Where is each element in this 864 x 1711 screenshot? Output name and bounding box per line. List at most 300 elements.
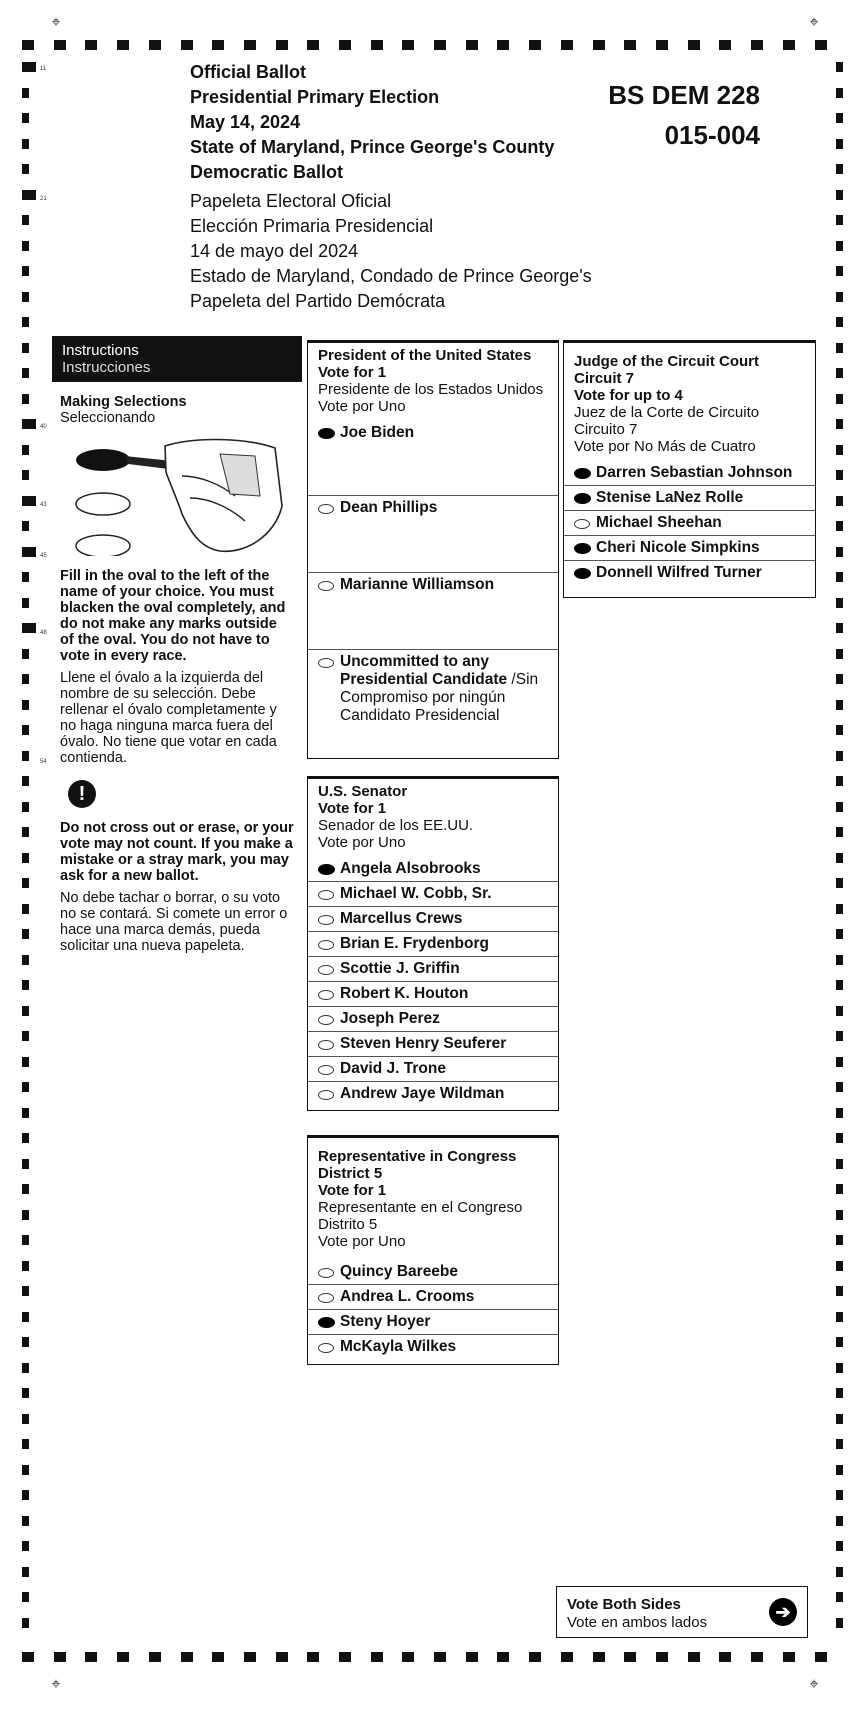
vote-for: Vote for 1 <box>318 800 387 817</box>
timing-mark <box>836 1031 843 1041</box>
candidate-name: Stenise LaNez Rolle <box>596 489 744 506</box>
timing-mark <box>22 649 29 659</box>
timing-mark <box>836 827 843 837</box>
candidate-option[interactable] <box>308 956 558 981</box>
making-selections-heading: Making Selections <box>60 394 187 410</box>
contest-congress <box>307 1135 559 1365</box>
timing-mark <box>836 1541 843 1551</box>
timing-mark <box>117 1652 129 1662</box>
candidate-name: Darren Sebastian Johnson <box>596 464 793 481</box>
candidate-option[interactable] <box>308 495 558 572</box>
timing-mark <box>836 1159 843 1169</box>
vote-for-es: Vote por Uno <box>318 398 406 415</box>
candidate-name: Scottie J. Griffin <box>340 960 460 977</box>
timing-mark <box>22 343 29 353</box>
candidate-name-es: /Sin Compromiso por ningún Candidato Presidencial <box>340 671 539 724</box>
candidate-option[interactable] <box>564 461 815 485</box>
timing-mark <box>836 1490 843 1500</box>
timing-mark <box>656 1652 668 1662</box>
timing-mark <box>836 1516 843 1526</box>
timing-mark <box>836 62 843 72</box>
timing-mark <box>815 40 827 50</box>
vote-for-es: Vote por Uno <box>318 1233 406 1250</box>
timing-mark <box>22 470 29 480</box>
candidate-option[interactable] <box>564 535 815 560</box>
instructions-header <box>52 336 302 382</box>
selection-oval[interactable] <box>318 1343 334 1353</box>
line-number: 40 <box>40 424 47 430</box>
timing-mark <box>751 1652 763 1662</box>
timing-mark <box>836 929 843 939</box>
crosshair-icon: ⌖ <box>51 12 61 31</box>
timing-mark <box>22 496 36 506</box>
selection-oval[interactable] <box>318 1268 334 1278</box>
precinct-code: 015-004 <box>664 120 760 150</box>
contest-title: Judge of the Circuit Court Circuit 7 <box>574 353 759 387</box>
timing-mark <box>22 1235 29 1245</box>
timing-mark <box>836 1210 843 1220</box>
selection-oval[interactable] <box>318 965 334 975</box>
timing-mark <box>54 40 66 50</box>
candidate-name: Joe Biden <box>340 424 415 441</box>
candidate-option[interactable] <box>308 931 558 956</box>
contest-title-es: Representante en el Congreso Distrito 5 <box>318 1199 523 1233</box>
timing-mark <box>836 955 843 965</box>
timing-mark <box>624 1652 636 1662</box>
header-line: Official Ballot <box>190 62 307 82</box>
candidate-name: Marcellus Crews <box>340 910 463 927</box>
timing-mark <box>22 292 29 302</box>
crosshair-icon: ⌖ <box>809 1674 819 1693</box>
selection-oval[interactable] <box>318 1065 334 1075</box>
timing-mark <box>22 1337 29 1347</box>
selection-oval[interactable] <box>318 890 334 900</box>
timing-mark <box>22 1652 34 1662</box>
timing-mark <box>836 1465 843 1475</box>
timing-mark <box>719 1652 731 1662</box>
vote-both-sides-label: Vote Both Sides <box>567 1596 681 1613</box>
timing-mark <box>117 40 129 50</box>
timing-mark <box>836 1235 843 1245</box>
timing-mark <box>836 266 843 276</box>
timing-mark <box>836 317 843 327</box>
candidate-name: Michael W. Cobb, Sr. <box>340 885 492 902</box>
timing-mark <box>22 1312 29 1322</box>
timing-mark <box>529 40 541 50</box>
candidate-option[interactable] <box>308 881 558 906</box>
instructions-title-es: Instrucciones <box>62 359 151 376</box>
timing-mark <box>22 241 29 251</box>
candidate-option[interactable] <box>308 572 558 649</box>
selection-oval[interactable] <box>318 1015 334 1025</box>
candidate-option[interactable] <box>308 421 558 495</box>
candidate-name: Donnell Wilfred Turner <box>596 564 762 581</box>
timing-mark <box>212 1652 224 1662</box>
timing-mark <box>22 164 29 174</box>
candidate-name: Angela Alsobrooks <box>340 860 481 877</box>
candidate-name: Joseph Perez <box>340 1010 440 1027</box>
candidate-name: Cheri Nicole Simpkins <box>596 539 760 556</box>
timing-mark <box>22 215 29 225</box>
timing-mark <box>836 878 843 888</box>
timing-mark <box>836 853 843 863</box>
timing-mark <box>836 1082 843 1092</box>
timing-mark <box>22 1159 29 1169</box>
timing-mark <box>466 40 478 50</box>
candidate-option[interactable] <box>308 1006 558 1031</box>
timing-mark <box>836 368 843 378</box>
selection-oval[interactable] <box>574 568 591 579</box>
timing-mark <box>402 40 414 50</box>
vote-both-sides-label-es: Vote en ambos lados <box>567 1614 708 1631</box>
timing-mark <box>22 802 29 812</box>
timing-mark <box>434 40 446 50</box>
timing-mark <box>276 1652 288 1662</box>
timing-mark <box>22 88 29 98</box>
timing-mark <box>22 827 29 837</box>
timing-mark <box>836 241 843 251</box>
selection-oval[interactable] <box>318 658 334 668</box>
timing-mark <box>688 1652 700 1662</box>
selection-oval[interactable] <box>318 1293 334 1303</box>
header-line: Elección Primaria Presidencial <box>190 216 434 236</box>
timing-mark <box>836 496 843 506</box>
timing-mark <box>22 113 29 123</box>
timing-mark <box>836 700 843 710</box>
timing-mark <box>836 113 843 123</box>
candidate-name: Andrea L. Crooms <box>340 1288 475 1305</box>
timing-mark <box>22 1108 29 1118</box>
timing-mark <box>54 1652 66 1662</box>
timing-mark <box>783 40 795 50</box>
candidate-option[interactable] <box>308 1309 558 1334</box>
timing-mark <box>22 1388 29 1398</box>
timing-mark <box>836 1006 843 1016</box>
timing-mark <box>22 1286 29 1296</box>
instructions-title: Instructions <box>62 342 139 359</box>
timing-mark <box>22 776 29 786</box>
timing-mark <box>593 40 605 50</box>
line-number: 45 <box>40 553 47 559</box>
timing-mark <box>656 40 668 50</box>
timing-mark <box>22 190 36 200</box>
timing-mark <box>339 1652 351 1662</box>
line-number: 21 <box>40 196 47 202</box>
timing-mark <box>815 1652 827 1662</box>
timing-mark <box>22 598 29 608</box>
timing-mark <box>836 904 843 914</box>
timing-mark <box>85 1652 97 1662</box>
header-line: State of Maryland, Prince George's County <box>190 137 555 157</box>
selection-oval[interactable] <box>318 990 334 1000</box>
timing-mark <box>22 1465 29 1475</box>
header-line: 14 de mayo del 2024 <box>190 241 359 261</box>
timing-mark <box>836 419 843 429</box>
timing-mark <box>181 40 193 50</box>
vote-for: Vote for up to 4 <box>574 387 683 404</box>
timing-mark <box>497 40 509 50</box>
selection-oval[interactable] <box>318 428 335 439</box>
timing-mark <box>836 776 843 786</box>
timing-mark <box>244 40 256 50</box>
selection-oval[interactable] <box>318 1040 334 1050</box>
timing-mark <box>836 1108 843 1118</box>
fill-instructions-es: Llene el óvalo a la izquierda del nombre de su selección. Debe rellenar el óvalo completamente y no haga ninguna marca fuera del óvalo. No tiene que votar en cada contienda. <box>60 670 277 766</box>
contest-title: U.S. Senator <box>318 783 408 800</box>
contest-title: Representative in Congress District 5 <box>318 1148 517 1182</box>
timing-mark <box>561 40 573 50</box>
contest-title-es: Presidente de los Estados Unidos <box>318 381 544 398</box>
vote-for-es: Vote por Uno <box>318 834 406 851</box>
candidate-name: McKayla Wilkes <box>340 1338 457 1355</box>
arrow-right-icon: ➔ <box>769 1598 797 1626</box>
timing-mark <box>836 674 843 684</box>
timing-mark <box>836 1618 843 1628</box>
timing-mark <box>22 1133 29 1143</box>
timing-mark <box>529 1652 541 1662</box>
timing-mark <box>688 40 700 50</box>
timing-mark <box>22 674 29 684</box>
timing-mark <box>836 445 843 455</box>
timing-mark <box>836 1337 843 1347</box>
timing-mark <box>751 40 763 50</box>
timing-mark <box>22 547 36 557</box>
timing-mark <box>22 1057 29 1067</box>
timing-mark <box>836 1439 843 1449</box>
timing-mark <box>836 980 843 990</box>
timing-mark <box>22 725 29 735</box>
timing-mark <box>836 394 843 404</box>
timing-mark <box>836 88 843 98</box>
selection-oval[interactable] <box>318 1317 335 1328</box>
timing-mark <box>22 1414 29 1424</box>
timing-mark <box>22 1184 29 1194</box>
timing-mark <box>22 572 29 582</box>
timing-mark <box>22 419 36 429</box>
timing-mark <box>307 1652 319 1662</box>
timing-mark <box>22 623 36 633</box>
timing-mark <box>22 1210 29 1220</box>
candidate-option[interactable] <box>308 1031 558 1056</box>
timing-mark <box>836 572 843 582</box>
timing-mark <box>836 802 843 812</box>
candidate-name: Brian E. Frydenborg <box>340 935 489 952</box>
timing-mark <box>22 1567 29 1577</box>
timing-mark <box>836 521 843 531</box>
timing-mark <box>836 1388 843 1398</box>
timing-mark <box>466 1652 478 1662</box>
candidate-option[interactable] <box>308 857 558 881</box>
timing-mark <box>836 343 843 353</box>
candidate-option[interactable] <box>308 1284 558 1309</box>
warning-text-es: No debe tachar o borrar, o su voto no se contará. Si comete un error o hace una marca demás, pueda solicitar una nueva papeleta. <box>60 890 288 954</box>
fill-oval-illustration <box>70 436 290 556</box>
timing-mark <box>836 292 843 302</box>
candidate-name: David J. Trone <box>340 1060 446 1077</box>
ballot-header-spanish <box>190 189 592 314</box>
timing-mark <box>212 40 224 50</box>
crosshair-icon: ⌖ <box>809 12 819 31</box>
contest-title: President of the United States <box>318 347 532 364</box>
timing-mark <box>783 1652 795 1662</box>
timing-mark <box>307 40 319 50</box>
vote-for: Vote for 1 <box>318 364 387 381</box>
timing-mark <box>836 725 843 735</box>
timing-mark <box>836 1592 843 1602</box>
timing-mark <box>836 1133 843 1143</box>
candidate-option[interactable] <box>308 1334 558 1359</box>
candidate-option[interactable] <box>308 1081 558 1106</box>
timing-mark <box>22 445 29 455</box>
selection-oval[interactable] <box>318 864 335 875</box>
timing-mark <box>836 649 843 659</box>
timing-mark <box>836 1567 843 1577</box>
crosshair-icon: ⌖ <box>51 1674 61 1693</box>
timing-mark <box>434 1652 446 1662</box>
timing-mark <box>402 1652 414 1662</box>
timing-mark <box>22 980 29 990</box>
timing-mark <box>22 1006 29 1016</box>
timing-mark <box>22 1541 29 1551</box>
timing-mark <box>624 40 636 50</box>
warning-text: Do not cross out or erase, or your vote may not count. If you make a mistake or a stray mark, you may ask for a new ballot. <box>60 820 294 884</box>
warning-icon: ! <box>68 780 96 808</box>
candidate-option[interactable] <box>564 510 815 535</box>
candidate-option[interactable] <box>564 485 815 510</box>
contest-title-es: Juez de la Corte de Circuito Circuito 7 <box>574 404 760 438</box>
line-number: 54 <box>40 759 47 765</box>
selection-oval[interactable] <box>574 468 591 479</box>
vote-for: Vote for 1 <box>318 1182 387 1199</box>
timing-mark <box>339 40 351 50</box>
timing-mark <box>22 368 29 378</box>
timing-mark <box>836 190 843 200</box>
selection-oval[interactable] <box>574 493 591 504</box>
ballot-style-code: BS DEM 228 <box>608 80 760 110</box>
header-line: Presidential Primary Election <box>190 87 440 107</box>
contest-president <box>307 340 559 759</box>
timing-mark <box>22 853 29 863</box>
timing-mark <box>836 623 843 633</box>
timing-mark <box>181 1652 193 1662</box>
contest-judge <box>563 340 816 598</box>
timing-mark <box>836 1057 843 1067</box>
fill-instructions: Fill in the oval to the left of the name of your choice. You must blacken the oval completely, and do not make any marks outside of the oval. You do not have to vote in every race. <box>60 568 286 664</box>
timing-mark <box>836 164 843 174</box>
timing-mark <box>22 1516 29 1526</box>
timing-mark <box>22 266 29 276</box>
timing-mark <box>22 521 29 531</box>
timing-mark <box>836 1363 843 1373</box>
contest-senator <box>307 776 559 1111</box>
timing-mark <box>22 40 34 50</box>
timing-mark <box>719 40 731 50</box>
timing-mark <box>22 1592 29 1602</box>
timing-mark <box>22 929 29 939</box>
timing-mark <box>22 139 29 149</box>
timing-mark <box>836 1184 843 1194</box>
candidate-name: Dean Phillips <box>340 499 438 516</box>
timing-mark <box>244 1652 256 1662</box>
timing-mark <box>22 1439 29 1449</box>
timing-mark <box>22 1261 29 1271</box>
candidate-option[interactable] <box>308 906 558 931</box>
header-line: Democratic Ballot <box>190 162 344 182</box>
selection-oval[interactable] <box>318 940 334 950</box>
line-number: 11 <box>40 66 47 72</box>
timing-mark <box>22 1490 29 1500</box>
timing-mark <box>836 1286 843 1296</box>
candidate-name: Quincy Bareebe <box>340 1263 459 1280</box>
vote-both-sides-box <box>556 1586 808 1638</box>
timing-mark <box>836 1312 843 1322</box>
header-line: Papeleta del Partido Demócrata <box>190 291 446 311</box>
timing-mark <box>836 547 843 557</box>
timing-mark <box>85 40 97 50</box>
timing-mark <box>22 394 29 404</box>
timing-mark <box>836 751 843 761</box>
candidate-option[interactable] <box>564 560 815 585</box>
timing-mark <box>836 470 843 480</box>
timing-mark <box>22 700 29 710</box>
ballot-header-english <box>190 60 554 185</box>
timing-mark <box>836 1261 843 1271</box>
timing-mark <box>836 598 843 608</box>
candidate-name: Robert K. Houton <box>340 985 469 1002</box>
instructions-panel <box>52 336 302 954</box>
timing-mark <box>22 955 29 965</box>
candidate-option[interactable] <box>308 981 558 1006</box>
line-number: 48 <box>40 630 47 636</box>
timing-mark <box>22 1618 29 1628</box>
timing-mark <box>149 1652 161 1662</box>
timing-mark <box>836 139 843 149</box>
timing-mark <box>22 1031 29 1041</box>
candidate-option[interactable] <box>308 649 558 726</box>
candidate-option[interactable] <box>308 1260 558 1284</box>
ballot-style-id <box>585 75 760 155</box>
timing-mark <box>22 751 29 761</box>
candidate-name: Uncommitted to any Presidential Candidate <box>340 653 508 688</box>
vote-for-es: Vote por No Más de Cuatro <box>574 438 756 455</box>
header-line: May 14, 2024 <box>190 112 301 132</box>
timing-mark <box>561 1652 573 1662</box>
selection-oval[interactable] <box>318 915 334 925</box>
timing-mark <box>371 40 383 50</box>
selection-oval[interactable] <box>574 543 591 554</box>
timing-mark <box>836 215 843 225</box>
timing-mark <box>497 1652 509 1662</box>
timing-mark <box>593 1652 605 1662</box>
timing-mark <box>22 1363 29 1373</box>
timing-mark <box>22 904 29 914</box>
candidate-name: Andrew Jaye Wildman <box>340 1085 505 1102</box>
header-line: Estado de Maryland, Condado de Prince George's <box>190 266 592 286</box>
timing-mark <box>276 40 288 50</box>
selection-oval[interactable] <box>318 581 334 591</box>
line-number: 43 <box>40 502 47 508</box>
contest-title-es: Senador de los EE.UU. <box>318 817 474 834</box>
timing-mark <box>22 62 36 72</box>
selection-oval[interactable] <box>318 504 334 514</box>
timing-mark <box>371 1652 383 1662</box>
timing-mark <box>22 878 29 888</box>
selection-oval[interactable] <box>574 519 590 529</box>
selection-oval[interactable] <box>318 1090 334 1100</box>
timing-mark <box>149 40 161 50</box>
candidate-option[interactable] <box>308 1056 558 1081</box>
candidate-name: Michael Sheehan <box>596 514 722 531</box>
